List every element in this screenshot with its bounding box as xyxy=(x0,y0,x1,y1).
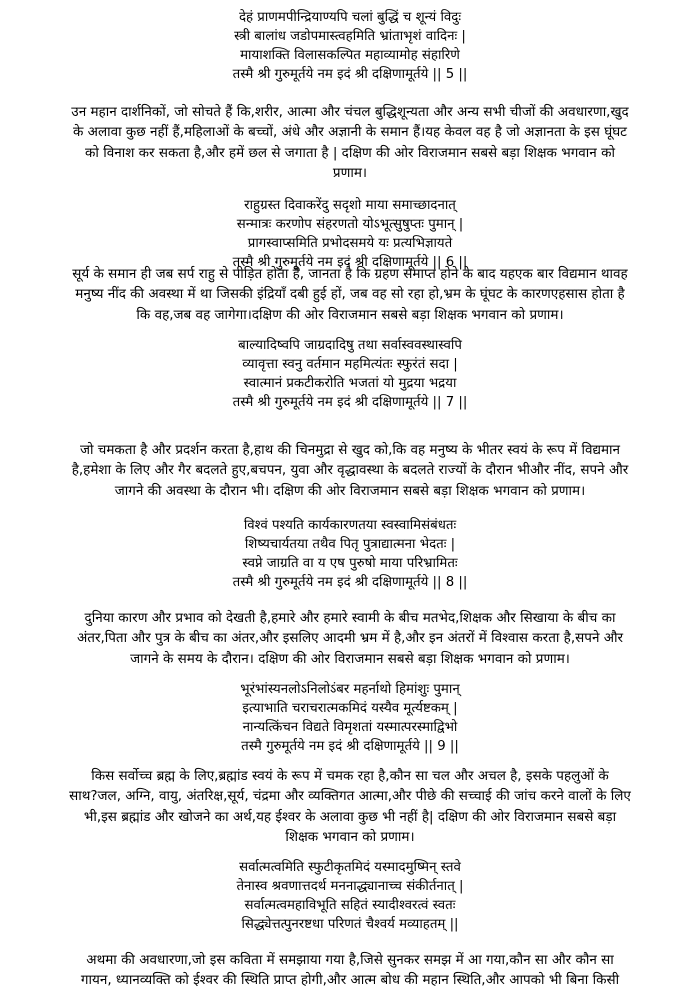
prose-line: अंतर,पिता और पुत्र के बीच का अंतर,और इसलिए आदमी भ्रम में है,और इन अंतरों में विश्वास करता है,सपने और xyxy=(76,630,624,647)
prose-line: मनुष्य नींद की अवस्था में था जिसकी इंद्रियाँ दबी हुई हों, जब वह सो रहा हो,भ्रम के घूंघट के कारणएहसास होता है xyxy=(75,286,625,303)
translation-9 xyxy=(0,766,700,848)
verse-10 xyxy=(0,858,700,934)
prose-line: गायन, ध्यानव्यक्ति को ईश्वर की स्थिति प्राप्त होगी,और आत्म बोध की महान स्थिति,और आपको भी बिना किसी xyxy=(80,972,620,989)
translation-8 xyxy=(0,608,700,669)
prose-line: कि वह,जब वह जागेगा।दक्षिण की ओर विराजमान सबसे बड़ा शिक्षक भगवान को प्रणाम। xyxy=(136,306,564,323)
prose-line: भी,इस ब्रह्मांड और खोजने का अर्थ,यह ईश्वर के अलावा कुछ भी नहीं है| दक्षिण की ओर विराजमान सबसे बड़ा xyxy=(83,808,617,825)
verse-line: बाल्यादिष्वपि जाग्रदादिषु तथा सर्वास्ववस्थास्वपि xyxy=(238,338,462,353)
prose-line: जो चमकता है और प्रदर्शन करता है,हाथ की चिनमुद्रा से खुद को,कि वह मनुष्य के भीतर स्वयं के रूप में विद्यमान xyxy=(79,442,621,458)
verse-line: तस्मै श्री गुरुमूर्तये नम इदं श्री दक्षिणामूर्तये || 8 || xyxy=(232,575,468,590)
verse-line: भूरंभांस्यनलोऽनिलोऽंबर महर्नाथो हिमांशुः पुमान् xyxy=(240,682,460,697)
prose-line: जागने के समय के दौरान। दक्षिण की ओर विराजमान सबसे बड़ा शिक्षक भगवान को प्रणाम। xyxy=(130,650,570,667)
verse-line: प्रागस्वाप्समिति प्रभोदसमये यः प्रत्यभिज्ञायते xyxy=(247,236,453,251)
verse-line: स्वप्ने जाग्रति वा य एष पुरुषो माया परिभ्रामितः xyxy=(242,556,458,571)
verse-line: नान्यत्किंचन विद्यते विमृशतां यस्मात्परस्माद्विभो xyxy=(242,720,458,735)
prose-line: सूर्य के समान ही जब सर्प राहु से पीड़ित होता है, जानता है कि ग्रहण समाप्त होने के बाद यहएक बार विद्यमान थावह xyxy=(72,266,628,282)
verse-line: तस्मै श्री गुरुमूर्तये नम इदं श्री दक्षिणामूर्तये || 7 || xyxy=(232,395,468,410)
translation-5 xyxy=(0,102,700,184)
verse-8 xyxy=(0,516,700,592)
prose-line: शिक्षक भगवान को प्रणाम। xyxy=(285,829,415,846)
prose-line: प्रणाम। xyxy=(332,165,368,182)
verse-line: राहुग्रस्त दिवाकरेंदु सदृशो माया समाच्छादनात् xyxy=(244,198,456,213)
verse-line: तेनास्व श्रवणात्तदर्थ मननाद्ध्यानाच्च संकीर्तनात् | xyxy=(236,879,464,894)
verse-line: शिष्यचार्यतया तथैव पितृ पुत्राद्यात्मना भेदतः | xyxy=(244,537,456,552)
verse-line: विश्वं पश्यति कार्यकारणतया स्वस्वामिसंबंधतः xyxy=(243,518,457,533)
verse-line: इत्याभाति चराचरात्मकमिदं यस्यैव मूर्त्यष्टकम् | xyxy=(242,701,458,716)
prose-line: दुनिया कारण और प्रभाव को देखती है,हमारे और हमारे स्वामी के बीच मतभेद,शिक्षक और सिखाया के बीच का xyxy=(84,610,616,626)
verse-line: देहं प्राणमपीन्द्रियाण्यपि चलां बुद्धिं च शून्यं विदुः xyxy=(238,10,462,25)
verse-line: सर्वात्मत्वमहाविभूति सहितं स्यादीश्वरत्वं स्वतः xyxy=(244,898,456,913)
verse-line: मायाशक्ति विलासकल्पित महाव्यामोह संहारिणे xyxy=(240,48,460,63)
verse-line: तस्मै श्री गुरुमूर्तये नम इदं श्री दक्षिणामूर्तये || 6 || xyxy=(232,255,468,270)
verse-line: सन्मात्रः करणोप संहरणतो योऽभूत्सुषुप्तः पुमान् | xyxy=(236,217,464,232)
verse-line: स्त्री बालांध जडोपमास्त्वहमिति भ्रांताभृशं वादिनः | xyxy=(234,29,466,44)
verse-7 xyxy=(0,336,700,412)
prose-line: अथमा की अवधारणा,जो इस कविता में समझाया गया है,जिसे सुनकर समझ में आ गया,कौन सा और कौन सा xyxy=(86,952,614,968)
verse-6 xyxy=(0,196,700,272)
verse-line: सिद्ध्येत्तत्पुनरष्टधा परिणतं चैश्वर्य मव्याहतम् || xyxy=(241,917,459,932)
verse-5 xyxy=(0,8,700,84)
prose-line: साथ?जल, अग्नि, वायु, अंतरिक्ष,सूर्य, चंद्रमा और व्यक्तिगत आत्मा,और पीछे की सच्चाई की जांच करने वालों के लिए xyxy=(69,788,631,805)
verse-line: स्वात्मानं प्रकटीकरोति भजतां यो मुद्रया भद्रया xyxy=(243,376,457,391)
translation-7 xyxy=(0,440,700,501)
verse-line: तस्मै श्री गुरुमूर्तये नम इदं श्री दक्षिणामूर्तये || 5 || xyxy=(232,67,468,82)
prose-line: जागने की अवस्था के दौरान भी। दक्षिण की ओर विराजमान सबसे बड़ा शिक्षक भगवान को प्रणाम। xyxy=(114,482,586,499)
verse-9 xyxy=(0,680,700,756)
prose-line: को विनाश कर सकता है,और हमें छल से जगाता है | दक्षिण की ओर विराजमान सबसे बड़ा शिक्षक भगवान को xyxy=(85,144,615,161)
prose-line: उन महान दार्शनिकों, जो सोचते हैं कि,शरीर, आत्मा और चंचल बुद्धिशून्यता और अन्य सभी चीजों की अवधारणा,खुद xyxy=(71,104,629,120)
prose-line: के अलावा कुछ नहीं हैं,महिलाओं के बच्चों, अंधे और अज्ञानी के समान हैं।यह केवल वह है जो अज्ञानता के इस घूंघट xyxy=(73,124,627,141)
verse-line: तस्मै गुरुमूर्तये नम इदं श्री दक्षिणामूर्तये || 9 || xyxy=(241,739,459,754)
translation-6 xyxy=(0,264,700,325)
prose-line: किस सर्वोच्च ब्रह्म के लिए,ब्रह्मांड स्वयं के रूप में चमक रहा है,कौन सा चल और अचल है, इसके पहलुओं के xyxy=(91,768,609,784)
verse-line: सर्वात्मत्वमिति स्फुटीकृतमिदं यस्मादमुष्मिन् स्तवे xyxy=(239,860,461,875)
translation-10 xyxy=(0,950,700,991)
verse-line: व्यावृत्ता स्वनु वर्तमान महमित्यंतः स्फुरंतं सदा | xyxy=(242,357,458,372)
prose-line: है,हमेशा के लिए और गैर बदलते हुए,बचपन, युवा और वृद्धावस्था के बदलते राज्यों के दौरान भीऔर नींद, सपने और xyxy=(71,462,629,479)
